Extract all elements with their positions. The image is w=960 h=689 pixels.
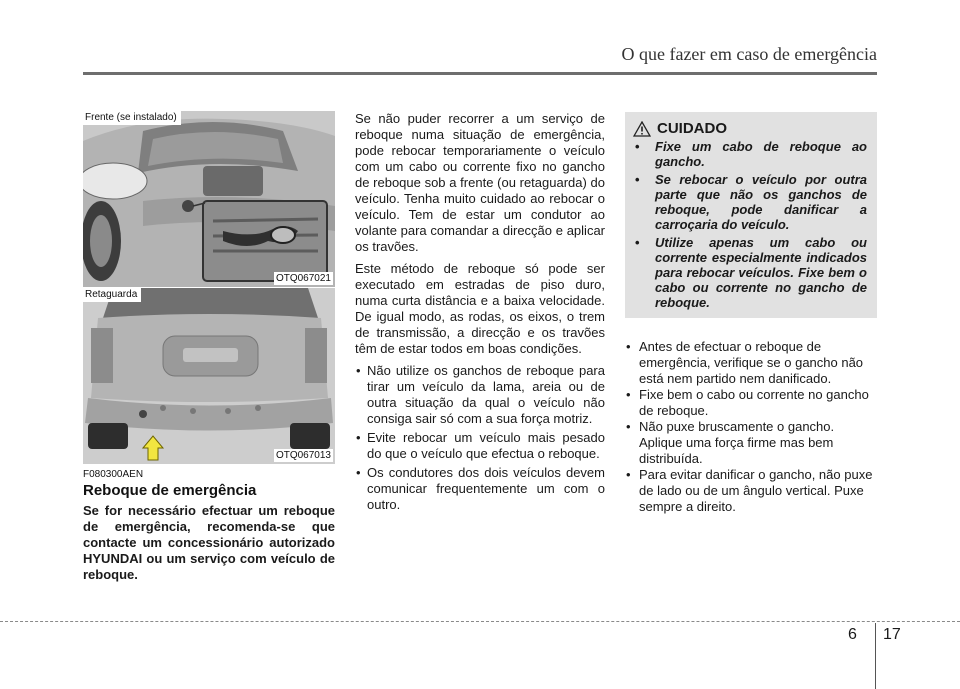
list-item: • Para evitar danificar o gancho, não puxe de lado ou de um ângulo vertical. Puxe sempre a direito.	[625, 467, 877, 515]
front-tow-hook-figure	[83, 111, 335, 287]
list-item: • Não utilize os ganchos de reboque para tirar um veículo da lama, areia ou de outra situação da qual o veículo não consiga sair só com a sua força motriz.	[355, 363, 605, 427]
page-number-divider	[875, 623, 876, 689]
page-header-title: O que fazer em caso de emergência	[621, 44, 877, 64]
precautions-column	[625, 339, 877, 515]
list-item: • Antes de efectuar o reboque de emergência, verifique se o gancho não está nem partido nem danificado.	[625, 339, 877, 387]
list-item: • Os condutores dos dois veículos devem comunicar frequentemente um com o outro.	[355, 465, 605, 513]
figure-label-rear: Retaguarda	[83, 288, 141, 302]
caution-box	[625, 112, 877, 318]
warning-triangle-icon	[633, 121, 651, 137]
caution-list	[633, 139, 867, 310]
figure-code-rear: OTQ067013	[275, 450, 331, 461]
figure-code-front: OTQ067021	[275, 273, 331, 284]
list-item: • Utilize apenas um cabo ou corrente especialmente indicados para rebocar veículos. Fixe bem o cabo ou corrente no gancho de reboque.	[633, 235, 867, 310]
page-number: 17	[883, 626, 901, 643]
section-intro-text: Se for necessário efectuar um reboque de emergência, recomenda-se que contacte um concessionário autorizado HYUNDAI ou um serviço com veículo de reboque.	[83, 503, 335, 582]
list-item: • Evite rebocar um veículo mais pesado do que o veículo que efectua o reboque.	[355, 430, 605, 462]
rear-tow-hook-figure	[83, 288, 335, 464]
rear-car-illustration	[83, 288, 335, 464]
precautions-list	[625, 339, 877, 515]
list-item: • Fixe bem o cabo ou corrente no gancho de reboque.	[625, 387, 877, 419]
header-rule	[83, 72, 877, 75]
chapter-number: 6	[848, 626, 857, 643]
list-item: • Não puxe bruscamente o gancho. Aplique uma força firme mas bem distribuída.	[625, 419, 877, 467]
front-car-illustration	[83, 111, 335, 287]
section-code: F080300AEN	[83, 469, 144, 480]
body-paragraph-1: Se não puder recorrer a um serviço de reboque numa situação de emergência, pode rebocar temporariamente o veículo com um cabo ou corrente fixo no gancho de reboque sob a frente (ou retaguarda) do veículo. Tenha muito cuidado ao rebocar o veículo. Tem de estar um condutor ao volante para comandar a direcção e aplicar os travões.	[355, 111, 605, 254]
footer-rule	[0, 621, 960, 622]
list-item: • Se rebocar o veículo por outra parte que não os ganchos de reboque, pode danificar a carroçaria do veículo.	[633, 172, 867, 232]
caution-header	[633, 120, 867, 137]
section-title: Reboque de emergência	[83, 482, 257, 499]
list-item: • Fixe um cabo de reboque ao gancho.	[633, 139, 867, 169]
figure-label-front: Frente (se instalado)	[83, 111, 181, 125]
body-bullet-list	[355, 363, 605, 513]
body-column	[355, 111, 605, 516]
caution-title: CUIDADO	[657, 120, 727, 137]
body-paragraph-2: Este método de reboque só pode ser executado em estradas de piso duro, numa curta distância e a baixa velocidade. De igual modo, as rodas, os eixos, o trem de transmissão, a direcção e os travões têm de estar todos em boas condições.	[355, 261, 605, 356]
